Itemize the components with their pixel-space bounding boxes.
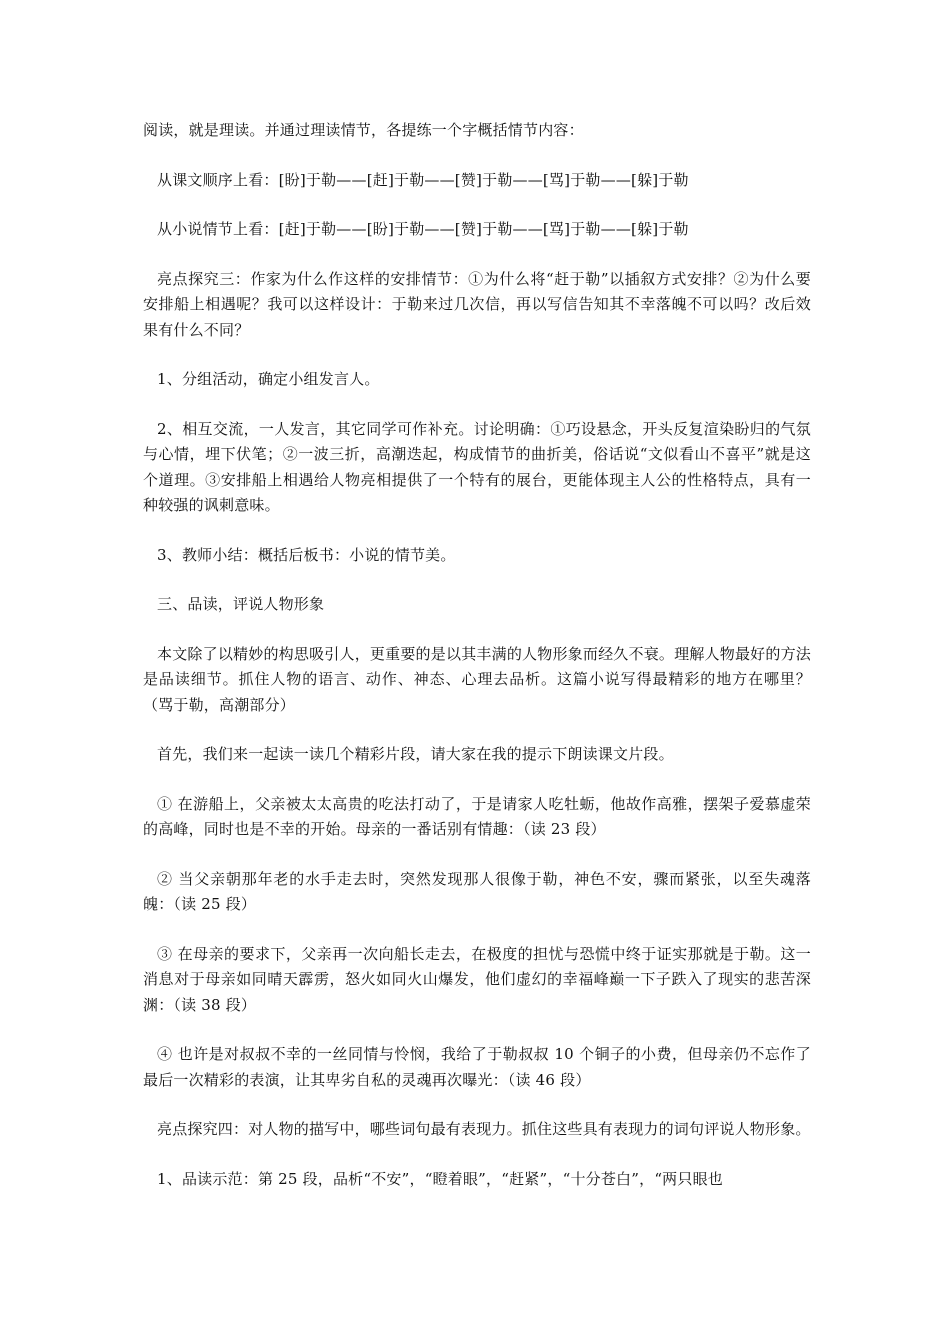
paragraph-text-order: 从课文顺序上看：[盼]于勒——[赶]于勒——[赞]于勒——[骂]于勒——[躲]于勒 [157, 170, 689, 189]
paragraph-highlight-four: 亮点探究四：对人物的描写中，哪些词句最有表现力。抓住这些具有表现力的词句评说人物形象。 [157, 1120, 811, 1138]
paragraph-character-intro: 本文除了以精妙的构思吸引人，更重要的是以其丰满的人物形象而经久不衰。理解人物最好的方法是品读细节。抓住人物的语言、动作、神态、心理去品析。这篇小说写得最精彩的地方在哪里？（骂于勒，高潮部分） [143, 644, 811, 714]
paragraph-plot-order: 从小说情节上看：[赶]于勒——[盼]于勒——[赞]于勒——[骂]于勒——[躲]于勒 [157, 220, 689, 238]
paragraph-intro: 阅读，就是理读。并通过理读情节，各提练一个字概括情节内容： [143, 121, 584, 139]
paragraph-excerpt-four: ④ 也许是对叔叔不幸的一丝同情与怜悯，我给了于勒叔叔 10 个铜子的小费，但母亲仍不忘作了最后一次精彩的表演，让其卑劣自私的灵魂再次曝光：（读 46 段） [143, 1045, 811, 1089]
paragraph-excerpt-one: ① 在游船上，父亲被太太高贵的吃法打动了，于是请家人吃牡蛎，他故作高雅，摆架子爱慕虚荣的高峰，同时也是不幸的开始。母亲的一番话别有情趣：（读 23 段） [143, 794, 811, 838]
paragraph-highlight-three: 亮点探究三：作家为什么作这样的安排情节：①为什么将“赶于勒”以插叙方式安排？②为什么要安排船上相遇呢？我可以这样设计：于勒来过几次信，再以写信告知其不幸落魄不可以吗？改后效果有什么不同？ [143, 269, 811, 339]
paragraph-excerpt-three: ③ 在母亲的要求下，父亲再一次向船长走去，在极度的担忧与恐慌中终于证实那就是于勒。这一消息对于母亲如同晴天霹雳，怒火如同火山爆发，他们虚幻的幸福峰巅一下子跌入了现实的悲苦深渊：（读 38 段） [143, 944, 811, 1014]
paragraph-reading-example: 1、品读示范：第 25 段，品析“不安”，“瞪着眼”，“赶紧”，“十分苍白”，“两只眼也 [157, 1169, 723, 1188]
section-heading-three: 三、品读，评说人物形象 [157, 595, 325, 613]
document-body [143, 118, 811, 1216]
paragraph-reading-prompt: 首先，我们来一起读一读几个精彩片段，请大家在我的提示下朗读课文片段。 [157, 745, 674, 763]
paragraph-step-two: 2、相互交流，一人发言，其它同学可作补充。讨论明确：①巧设悬念，开头反复渲染盼归的气氛与心情，埋下伏笔；②一波三折，高潮迭起，构成情节的曲折美，俗话说“文似看山不喜平”就是这个道理。③安排船上相遇给人物亮相提供了一个特有的展台，更能体现主人公的性格特点，具有一种较强的讽刺意味。 [143, 419, 811, 514]
paragraph-step-three: 3、教师小结：概括后板书：小说的情节美。 [157, 545, 456, 564]
paragraph-excerpt-two: ② 当父亲朝那年老的水手走去时，突然发现那人很像于勒，神色不安，骤而紧张，以至失魂落魄：（读 25 段） [143, 869, 811, 913]
paragraph-step-one: 1、分组活动，确定小组发言人。 [157, 370, 380, 388]
